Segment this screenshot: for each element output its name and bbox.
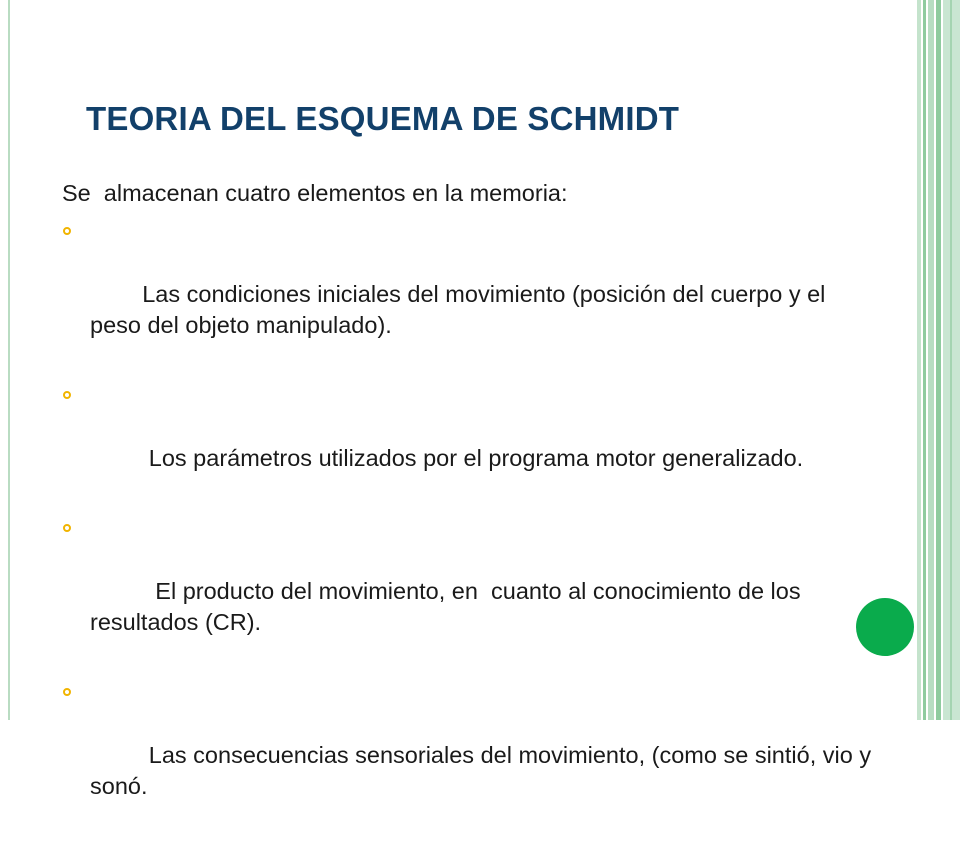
slide-body bbox=[62, 178, 882, 842]
intro-text: Se almacenan cuatro elementos en la memoria: bbox=[62, 180, 568, 206]
bullet-list bbox=[62, 217, 882, 833]
bullet-item bbox=[62, 217, 882, 372]
ring-bullet-icon bbox=[63, 688, 71, 696]
bullet-text: Las condiciones iniciales del movimiento (posición del cuerpo y el peso del objeto manipulado). bbox=[90, 281, 832, 338]
bullet-text: El producto del movimiento, en cuanto al conocimiento de los resultados (CR). bbox=[90, 578, 808, 635]
decorative-stripe bbox=[936, 0, 941, 720]
green-circle-decoration bbox=[856, 598, 914, 656]
bullet-text: Los parámetros utilizados por el programa motor generalizado. bbox=[142, 445, 804, 471]
bullet-item bbox=[62, 514, 882, 669]
ring-bullet-icon bbox=[63, 391, 71, 399]
slide-title: TEORIA DEL ESQUEMA DE SCHMIDT bbox=[86, 100, 680, 137]
bullet-item bbox=[62, 678, 882, 833]
decorative-stripe bbox=[923, 0, 926, 720]
decorative-stripe bbox=[928, 0, 934, 720]
ring-bullet-icon bbox=[63, 227, 71, 235]
decorative-stripe bbox=[950, 0, 952, 720]
bullet-text: Las consecuencias sensoriales del movimiento, (como se sintió, vio y sonó. bbox=[90, 742, 878, 799]
left-border-line bbox=[8, 0, 10, 720]
ring-bullet-icon bbox=[63, 524, 71, 532]
decorative-stripe bbox=[917, 0, 921, 720]
bullet-item bbox=[62, 381, 882, 505]
